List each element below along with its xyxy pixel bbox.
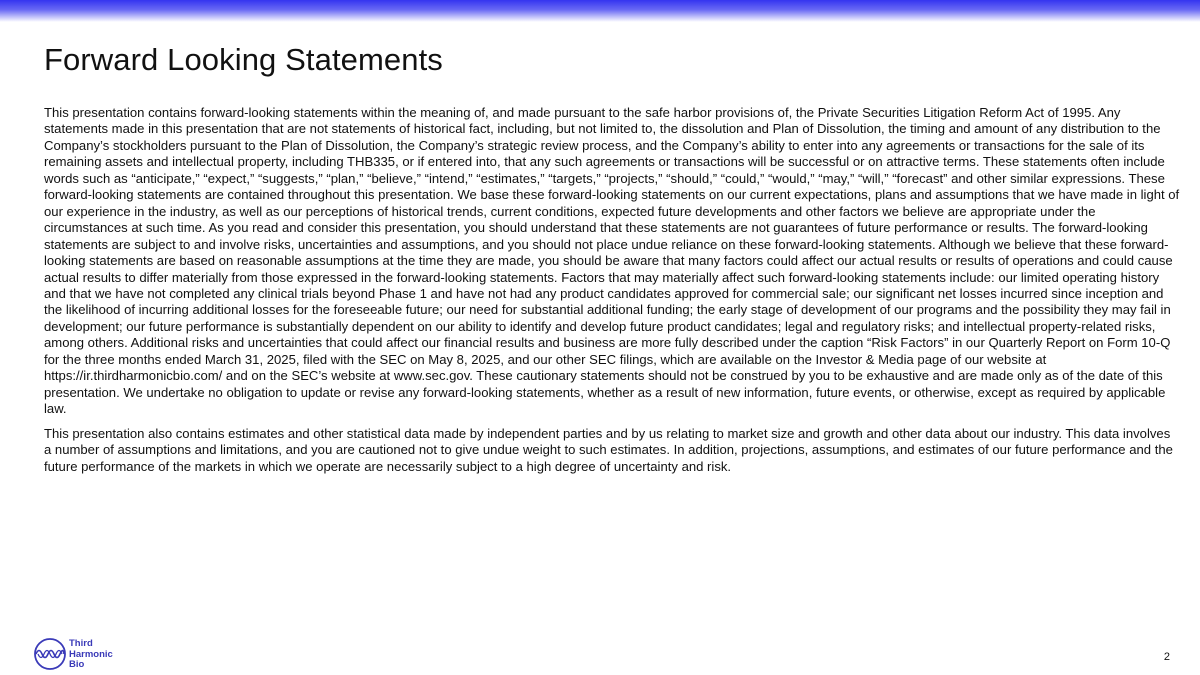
company-logo-text bbox=[69, 639, 113, 671]
paragraph-estimates: This presentation also contains estimates and other statistical data made by independent parties and by us relating to market size and growth and other data about our industry. This data involves a number of assumptions and limitations, and you are cautioned not to give undue weight to such estimates. In addition, projections, assumptions, and estimates of our future performance and the future performance of the markets in which we operate are necessarily subject to a high degree of uncertainty and risk. bbox=[44, 425, 1173, 474]
logo-line-harmonic: Harmonic bbox=[69, 648, 113, 660]
body-text bbox=[44, 105, 1180, 483]
page-number: 2 bbox=[1163, 651, 1170, 663]
logo-line-bio: Bio bbox=[69, 659, 85, 671]
logo-line-third: Third bbox=[69, 638, 93, 649]
page-title: Forward Looking Statements bbox=[44, 42, 443, 77]
header-gradient-band bbox=[0, 0, 1200, 22]
waveform-logo-icon bbox=[33, 637, 73, 671]
paragraph-forward-looking: This presentation contains forward-looking statements within the meaning of, and made pursuant to the safe harbor provisions of, the Private Securities Litigation Reform Act of 1995. Any statements made in this presentation that are not statements of historical fact, including, but not limited to, the dissolution and Plan of Dissolution, the timing and amount of any distribution to the Company’s stockholders pursuant to the Plan of Dissolution, the Company’s strategic review process, and the Company’s ability to enter into any agreements or transactions for the sale of its remaining assets and intellectual property, including THB335, or if entered into, that any such agreements or transactions will be successful or on attractive terms. These statements often include words such as “anticipate,” “expect,” “suggests,” “plan,” “believe,” “intend,” “estimates,” “targets,” “projects,” “should,” “could,” “would,” “may,” “will,” “forecast” and other similar expressions. These forward-looking statements are contained throughout this presentation. We base these forward-looking statements on our current expectations, plans and assumptions that we have made in light of our experience in the industry, as well as our perceptions of historical trends, current conditions, expected future developments and other factors we believe are appropriate under the circumstances at such time. As you read and consider this presentation, you should understand that these statements are not guarantees of future performance or results. The forward-looking statements are subject to and involve risks, uncertainties and assumptions, and you should not place undue reliance on these forward-looking statements. Although we believe that these forward-looking statements are based on reasonable assumptions at the time they are made, you should be aware that many factors could affect our actual results or results of operations and could cause actual results to differ materially from those expressed in the forward-looking statements. Factors that may materially affect such forward-looking statements include: our limited operating history and that we have not completed any clinical trials beyond Phase 1 and have not had any product candidates approved for commercial sale; our significant net losses incurred since inception and the likelihood of incurring additional losses for the foreseeable future; our need for substantial additional funding; the early stage of development of our programs and the possibility they may fail in development; our future performance is substantially dependent on our ability to identify and develop future product candidates; legal and regulatory risks; and intellectual property-related risks, among others. Additional risks and uncertainties that could affect our financial results and business are more fully described under the caption “Risk Factors” in our Quarterly Report on Form 10-Q for the three months ended March 31, 2025, filed with the SEC on May 8, 2025, and our other SEC filings, which are available on the Investor & Media page of our website at https://ir.thirdharmonicbio.com/ and on the SEC’s website at www.sec.gov. These cautionary statements should not be construed by you to be exhaustive and are made only as of the date of this presentation. We undertake no obligation to update or revise any forward-looking statements, whether as a result of new information, future events, or otherwise, except as required by applicable law. bbox=[44, 105, 1180, 417]
